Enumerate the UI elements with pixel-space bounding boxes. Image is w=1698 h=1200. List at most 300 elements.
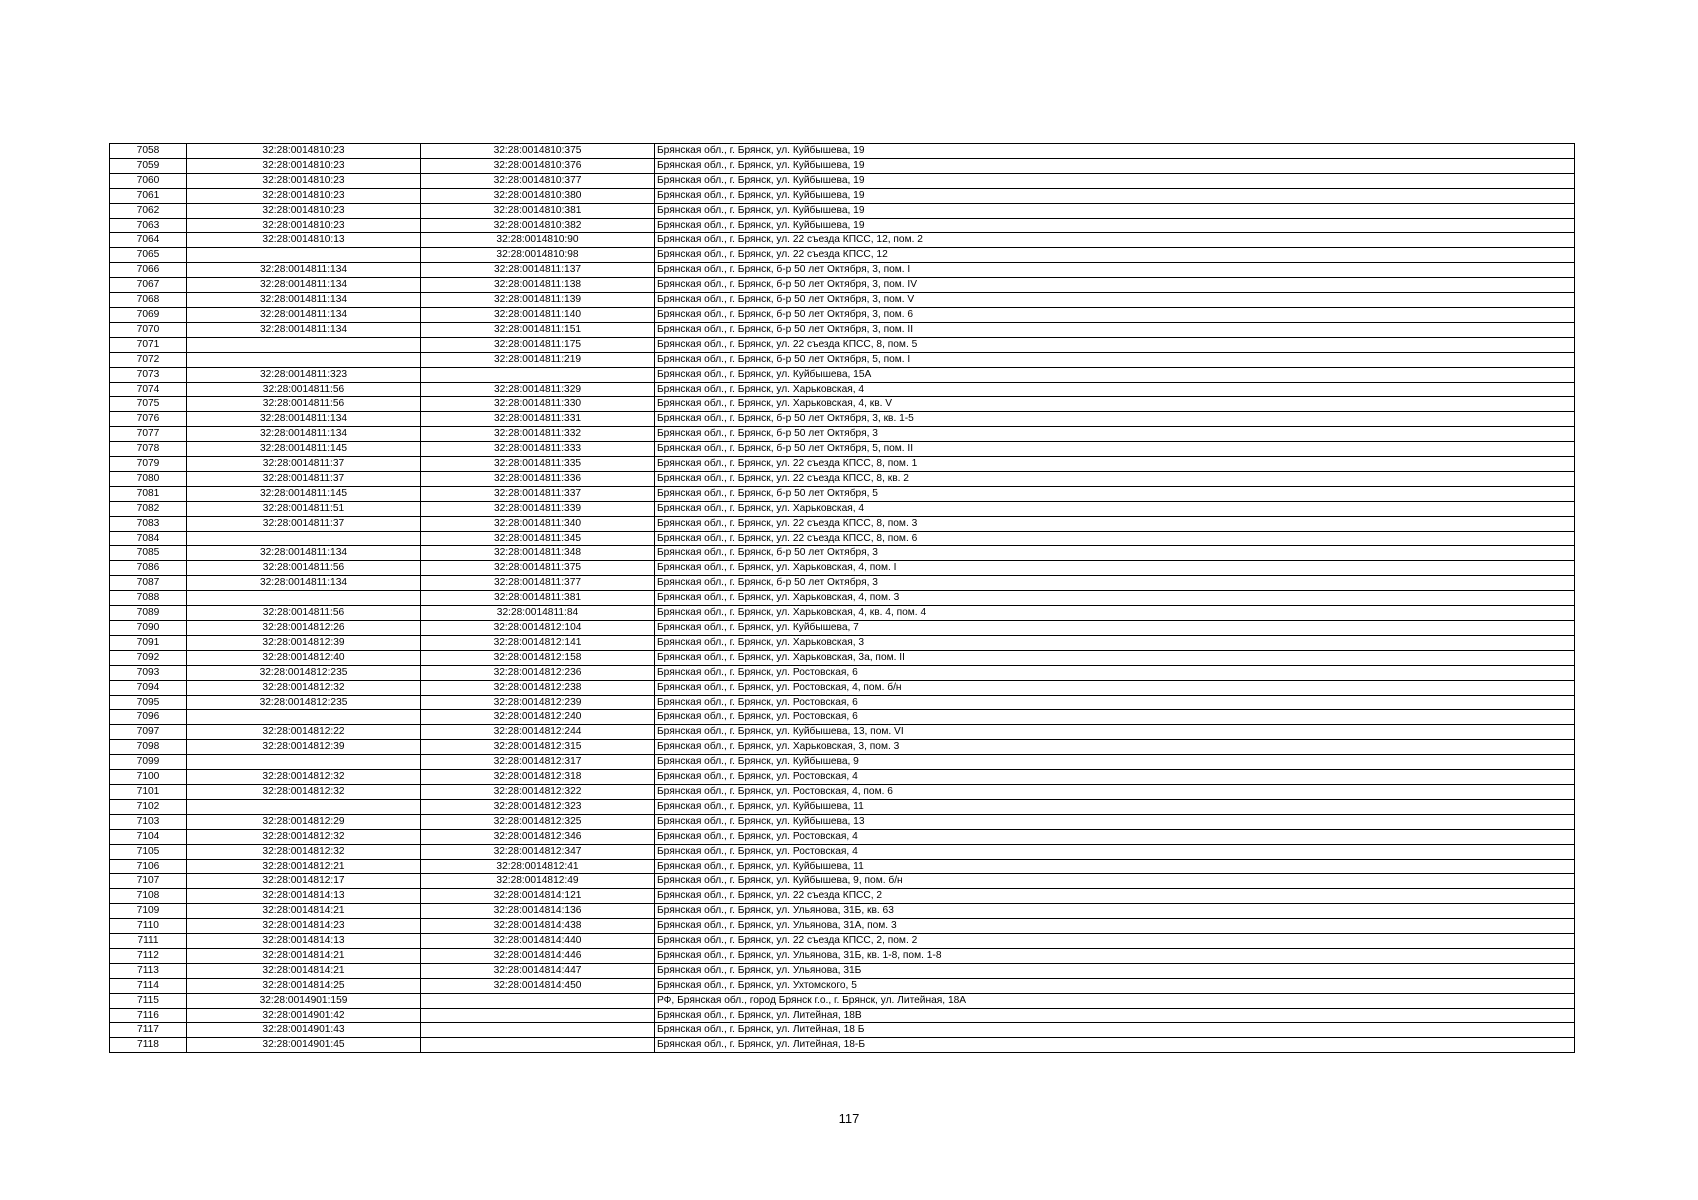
row-number-cell: 7115: [110, 993, 187, 1008]
parcel-number-cell: 32:28:0014811:56: [187, 382, 421, 397]
address-cell: Брянская обл., г. Брянск, ул. Куйбышева, 19: [655, 144, 1575, 159]
address-cell: Брянская обл., г. Брянск, ул. Куйбышева, 19: [655, 158, 1575, 173]
object-number-cell: [421, 993, 655, 1008]
address-cell: Брянская обл., г. Брянск, б-р 50 лет Октября, 3, пом. I: [655, 263, 1575, 278]
parcel-number-cell: 32:28:0014812:235: [187, 665, 421, 680]
object-number-cell: 32:28:0014812:317: [421, 755, 655, 770]
object-number-cell: 32:28:0014811:331: [421, 412, 655, 427]
parcel-number-cell: 32:28:0014814:21: [187, 963, 421, 978]
object-number-cell: 32:28:0014812:315: [421, 740, 655, 755]
parcel-number-cell: 32:28:0014814:23: [187, 919, 421, 934]
address-cell: Брянская обл., г. Брянск, ул. Ростовская, 4: [655, 844, 1575, 859]
row-number-cell: 7093: [110, 665, 187, 680]
object-number-cell: 32:28:0014811:139: [421, 293, 655, 308]
page-number: 117: [838, 1111, 860, 1126]
table-row: [110, 725, 1575, 740]
address-cell: Брянская обл., г. Брянск, ул. Ростовская, 6: [655, 665, 1575, 680]
address-cell: Брянская обл., г. Брянск, ул. 22 съезда КПСС, 8, кв. 2: [655, 471, 1575, 486]
address-cell: Брянская обл., г. Брянск, ул. 22 съезда КПСС, 2, пом. 2: [655, 934, 1575, 949]
parcel-number-cell: 32:28:0014812:32: [187, 770, 421, 785]
row-number-cell: 7109: [110, 904, 187, 919]
parcel-number-cell: 32:28:0014812:39: [187, 635, 421, 650]
object-number-cell: 32:28:0014812:104: [421, 621, 655, 636]
address-cell: Брянская обл., г. Брянск, ул. Куйбышева, 19: [655, 188, 1575, 203]
object-number-cell: 32:28:0014811:175: [421, 337, 655, 352]
table-row: [110, 293, 1575, 308]
parcel-number-cell: [187, 755, 421, 770]
table-row: [110, 144, 1575, 159]
object-number-cell: 32:28:0014814:446: [421, 948, 655, 963]
table-row: [110, 710, 1575, 725]
object-number-cell: 32:28:0014811:137: [421, 263, 655, 278]
address-cell: Брянская обл., г. Брянск, ул. Харьковская, 4: [655, 382, 1575, 397]
table-row: [110, 531, 1575, 546]
address-cell: Брянская обл., г. Брянск, ул. Куйбышева, 9, пом. б/н: [655, 874, 1575, 889]
address-cell: Брянская обл., г. Брянск, ул. Куйбышева, 19: [655, 218, 1575, 233]
table-row: [110, 457, 1575, 472]
object-number-cell: 32:28:0014812:239: [421, 695, 655, 710]
row-number-cell: 7083: [110, 516, 187, 531]
parcel-number-cell: 32:28:0014812:40: [187, 650, 421, 665]
row-number-cell: 7079: [110, 457, 187, 472]
row-number-cell: 7078: [110, 442, 187, 457]
address-cell: Брянская обл., г. Брянск, ул. Ростовская, 4: [655, 770, 1575, 785]
parcel-number-cell: 32:28:0014811:134: [187, 576, 421, 591]
address-cell: Брянская обл., г. Брянск, б-р 50 лет Октября, 3, пом. II: [655, 322, 1575, 337]
address-cell: Брянская обл., г. Брянск, ул. Куйбышева, 11: [655, 799, 1575, 814]
parcel-number-cell: 32:28:0014811:134: [187, 412, 421, 427]
parcel-number-cell: 32:28:0014901:45: [187, 1038, 421, 1053]
row-number-cell: 7070: [110, 322, 187, 337]
parcel-number-cell: 32:28:0014810:23: [187, 188, 421, 203]
parcel-number-cell: [187, 799, 421, 814]
object-number-cell: 32:28:0014812:236: [421, 665, 655, 680]
row-number-cell: 7072: [110, 352, 187, 367]
parcel-number-cell: 32:28:0014812:29: [187, 814, 421, 829]
object-number-cell: 32:28:0014812:141: [421, 635, 655, 650]
table-row: [110, 621, 1575, 636]
table-row: [110, 784, 1575, 799]
row-number-cell: 7064: [110, 233, 187, 248]
parcel-number-cell: 32:28:0014812:21: [187, 859, 421, 874]
parcel-number-cell: 32:28:0014811:56: [187, 606, 421, 621]
object-number-cell: 32:28:0014811:339: [421, 501, 655, 516]
row-number-cell: 7068: [110, 293, 187, 308]
parcel-number-cell: 32:28:0014811:56: [187, 561, 421, 576]
address-cell: Брянская обл., г. Брянск, ул. 22 съезда КПСС, 8, пом. 1: [655, 457, 1575, 472]
table-row: [110, 874, 1575, 889]
row-number-cell: 7081: [110, 486, 187, 501]
table-row: [110, 844, 1575, 859]
table-row: [110, 755, 1575, 770]
row-number-cell: 7084: [110, 531, 187, 546]
parcel-number-cell: 32:28:0014901:43: [187, 1023, 421, 1038]
table-row: [110, 889, 1575, 904]
row-number-cell: 7069: [110, 307, 187, 322]
table-row: [110, 248, 1575, 263]
object-number-cell: 32:28:0014811:219: [421, 352, 655, 367]
row-number-cell: 7060: [110, 173, 187, 188]
address-cell: Брянская обл., г. Брянск, ул. 22 съезда КПСС, 12: [655, 248, 1575, 263]
row-number-cell: 7085: [110, 546, 187, 561]
parcel-number-cell: 32:28:0014814:13: [187, 934, 421, 949]
address-cell: Брянская обл., г. Брянск, ул. 22 съезда КПСС, 8, пом. 5: [655, 337, 1575, 352]
row-number-cell: 7098: [110, 740, 187, 755]
parcel-number-cell: 32:28:0014810:23: [187, 203, 421, 218]
row-number-cell: 7110: [110, 919, 187, 934]
row-number-cell: 7103: [110, 814, 187, 829]
parcel-number-cell: 32:28:0014901:159: [187, 993, 421, 1008]
address-cell: Брянская обл., г. Брянск, ул. Куйбышева, 13: [655, 814, 1575, 829]
object-number-cell: 32:28:0014814:438: [421, 919, 655, 934]
object-number-cell: 32:28:0014810:98: [421, 248, 655, 263]
row-number-cell: 7114: [110, 978, 187, 993]
table-row: [110, 665, 1575, 680]
table-row: [110, 307, 1575, 322]
address-cell: Брянская обл., г. Брянск, ул. Ростовская, 6: [655, 695, 1575, 710]
parcel-number-cell: 32:28:0014811:134: [187, 278, 421, 293]
row-number-cell: 7086: [110, 561, 187, 576]
parcel-number-cell: 32:28:0014812:26: [187, 621, 421, 636]
parcel-number-cell: 32:28:0014812:32: [187, 784, 421, 799]
table-row: [110, 516, 1575, 531]
row-number-cell: 7076: [110, 412, 187, 427]
table-row: [110, 650, 1575, 665]
parcel-number-cell: 32:28:0014814:21: [187, 948, 421, 963]
parcel-number-cell: 32:28:0014810:23: [187, 158, 421, 173]
table-row: [110, 188, 1575, 203]
address-cell: Брянская обл., г. Брянск, ул. Куйбышева, 7: [655, 621, 1575, 636]
table-row: [110, 471, 1575, 486]
table-row: [110, 963, 1575, 978]
object-number-cell: 32:28:0014812:323: [421, 799, 655, 814]
row-number-cell: 7108: [110, 889, 187, 904]
object-number-cell: 32:28:0014810:382: [421, 218, 655, 233]
address-cell: Брянская обл., г. Брянск, ул. Ульянова, 31Б, кв. 63: [655, 904, 1575, 919]
object-number-cell: 32:28:0014812:240: [421, 710, 655, 725]
table-row: [110, 576, 1575, 591]
parcel-number-cell: 32:28:0014811:56: [187, 397, 421, 412]
row-number-cell: 7095: [110, 695, 187, 710]
address-cell: Брянская обл., г. Брянск, ул. Куйбышева, 9: [655, 755, 1575, 770]
address-cell: Брянская обл., г. Брянск, б-р 50 лет Октября, 3, пом. V: [655, 293, 1575, 308]
row-number-cell: 7097: [110, 725, 187, 740]
object-number-cell: 32:28:0014812:238: [421, 680, 655, 695]
table-row: [110, 412, 1575, 427]
object-number-cell: 32:28:0014814:440: [421, 934, 655, 949]
row-number-cell: 7088: [110, 591, 187, 606]
parcel-number-cell: 32:28:0014810:23: [187, 218, 421, 233]
table-row: [110, 904, 1575, 919]
table-row: [110, 799, 1575, 814]
address-cell: Брянская обл., г. Брянск, б-р 50 лет Октября, 3: [655, 576, 1575, 591]
address-cell: Брянская обл., г. Брянск, ул. Харьковская, 4: [655, 501, 1575, 516]
parcel-number-cell: 32:28:0014811:51: [187, 501, 421, 516]
object-number-cell: 32:28:0014811:140: [421, 307, 655, 322]
address-cell: Брянская обл., г. Брянск, ул. Харьковская, 3: [655, 635, 1575, 650]
address-cell: Брянская обл., г. Брянск, б-р 50 лет Октября, 3: [655, 427, 1575, 442]
address-cell: Брянская обл., г. Брянск, ул. Ростовская, 4, пом. 6: [655, 784, 1575, 799]
table-row: [110, 337, 1575, 352]
object-number-cell: 32:28:0014811:151: [421, 322, 655, 337]
table-row: [110, 606, 1575, 621]
row-number-cell: 7089: [110, 606, 187, 621]
row-number-cell: 7091: [110, 635, 187, 650]
address-cell: Брянская обл., г. Брянск, ул. 22 съезда КПСС, 8, пом. 3: [655, 516, 1575, 531]
row-number-cell: 7075: [110, 397, 187, 412]
parcel-number-cell: 32:28:0014812:32: [187, 829, 421, 844]
object-number-cell: 32:28:0014811:337: [421, 486, 655, 501]
address-cell: Брянская обл., г. Брянск, б-р 50 лет Октября, 3, пом. 6: [655, 307, 1575, 322]
parcel-number-cell: 32:28:0014812:32: [187, 680, 421, 695]
row-number-cell: 7100: [110, 770, 187, 785]
parcel-number-cell: 32:28:0014811:134: [187, 322, 421, 337]
row-number-cell: 7117: [110, 1023, 187, 1038]
row-number-cell: 7073: [110, 367, 187, 382]
address-cell: Брянская обл., г. Брянск, ул. Ростовская, 4, пом. б/н: [655, 680, 1575, 695]
parcel-number-cell: 32:28:0014811:145: [187, 486, 421, 501]
address-cell: Брянская обл., г. Брянск, б-р 50 лет Октября, 3, пом. IV: [655, 278, 1575, 293]
object-number-cell: 32:28:0014812:49: [421, 874, 655, 889]
parcel-number-cell: [187, 710, 421, 725]
parcel-number-cell: 32:28:0014811:323: [187, 367, 421, 382]
address-cell: Брянская обл., г. Брянск, ул. Харьковская, 3а, пом. II: [655, 650, 1575, 665]
parcel-number-cell: 32:28:0014811:134: [187, 546, 421, 561]
row-number-cell: 7090: [110, 621, 187, 636]
table-row: [110, 427, 1575, 442]
row-number-cell: 7113: [110, 963, 187, 978]
object-number-cell: 32:28:0014811:345: [421, 531, 655, 546]
table-row: [110, 397, 1575, 412]
parcel-number-cell: 32:28:0014811:37: [187, 471, 421, 486]
object-number-cell: 32:28:0014811:330: [421, 397, 655, 412]
object-number-cell: 32:28:0014812:322: [421, 784, 655, 799]
address-cell: Брянская обл., г. Брянск, ул. Литейная, 18-Б: [655, 1038, 1575, 1053]
object-number-cell: 32:28:0014811:348: [421, 546, 655, 561]
table-row: [110, 367, 1575, 382]
table-row: [110, 859, 1575, 874]
object-number-cell: 32:28:0014811:377: [421, 576, 655, 591]
table-row: [110, 770, 1575, 785]
parcel-number-cell: 32:28:0014814:13: [187, 889, 421, 904]
object-number-cell: [421, 1038, 655, 1053]
table-row: [110, 158, 1575, 173]
address-cell: Брянская обл., г. Брянск, ул. Литейная, 18 Б: [655, 1023, 1575, 1038]
parcel-number-cell: 32:28:0014810:13: [187, 233, 421, 248]
table-row: [110, 1008, 1575, 1023]
parcel-number-cell: 32:28:0014811:37: [187, 516, 421, 531]
row-number-cell: 7096: [110, 710, 187, 725]
parcel-number-cell: 32:28:0014811:37: [187, 457, 421, 472]
parcel-number-cell: 32:28:0014812:39: [187, 740, 421, 755]
parcel-number-cell: 32:28:0014812:235: [187, 695, 421, 710]
address-cell: Брянская обл., г. Брянск, ул. Харьковская, 4, кв. 4, пом. 4: [655, 606, 1575, 621]
address-cell: Брянская обл., г. Брянск, ул. Харьковская, 4, пом. I: [655, 561, 1575, 576]
parcel-number-cell: 32:28:0014901:42: [187, 1008, 421, 1023]
address-cell: Брянская обл., г. Брянск, ул. Ухтомского, 5: [655, 978, 1575, 993]
object-number-cell: [421, 367, 655, 382]
object-number-cell: 32:28:0014812:318: [421, 770, 655, 785]
object-number-cell: 32:28:0014814:121: [421, 889, 655, 904]
table-row: [110, 546, 1575, 561]
table-row: [110, 173, 1575, 188]
parcel-number-cell: [187, 337, 421, 352]
row-number-cell: 7066: [110, 263, 187, 278]
object-number-cell: 32:28:0014811:336: [421, 471, 655, 486]
parcel-number-cell: 32:28:0014811:134: [187, 263, 421, 278]
object-number-cell: 32:28:0014811:381: [421, 591, 655, 606]
row-number-cell: 7058: [110, 144, 187, 159]
address-cell: Брянская обл., г. Брянск, ул. 22 съезда КПСС, 2: [655, 889, 1575, 904]
parcel-number-cell: 32:28:0014812:17: [187, 874, 421, 889]
object-number-cell: 32:28:0014810:376: [421, 158, 655, 173]
object-number-cell: 32:28:0014811:375: [421, 561, 655, 576]
address-cell: Брянская обл., г. Брянск, ул. Куйбышева, 15А: [655, 367, 1575, 382]
table-row: [110, 1023, 1575, 1038]
address-cell: Брянская обл., г. Брянск, б-р 50 лет Октября, 5, пом. I: [655, 352, 1575, 367]
row-number-cell: 7082: [110, 501, 187, 516]
row-number-cell: 7071: [110, 337, 187, 352]
address-cell: Брянская обл., г. Брянск, ул. Харьковская, 4, пом. 3: [655, 591, 1575, 606]
object-number-cell: 32:28:0014810:381: [421, 203, 655, 218]
row-number-cell: 7104: [110, 829, 187, 844]
parcel-number-cell: 32:28:0014814:25: [187, 978, 421, 993]
cadastral-table: [109, 143, 1575, 1053]
object-number-cell: 32:28:0014812:346: [421, 829, 655, 844]
table-row: [110, 948, 1575, 963]
parcel-number-cell: 32:28:0014811:134: [187, 293, 421, 308]
parcel-number-cell: [187, 531, 421, 546]
address-cell: Брянская обл., г. Брянск, ул. 22 съезда КПСС, 8, пом. 6: [655, 531, 1575, 546]
address-cell: РФ, Брянская обл., город Брянск г.о., г. Брянск, ул. Литейная, 18А: [655, 993, 1575, 1008]
table-body: [110, 144, 1575, 1053]
parcel-number-cell: [187, 352, 421, 367]
address-cell: Брянская обл., г. Брянск, б-р 50 лет Октября, 5: [655, 486, 1575, 501]
row-number-cell: 7105: [110, 844, 187, 859]
object-number-cell: 32:28:0014810:377: [421, 173, 655, 188]
address-cell: Брянская обл., г. Брянск, б-р 50 лет Октября, 5, пом. II: [655, 442, 1575, 457]
parcel-number-cell: [187, 248, 421, 263]
table-row: [110, 635, 1575, 650]
address-cell: Брянская обл., г. Брянск, ул. Ульянова, 31Б, кв. 1-8, пом. 1-8: [655, 948, 1575, 963]
table-row: [110, 814, 1575, 829]
row-number-cell: 7062: [110, 203, 187, 218]
table-row: [110, 1038, 1575, 1053]
object-number-cell: 32:28:0014814:450: [421, 978, 655, 993]
row-number-cell: 7061: [110, 188, 187, 203]
row-number-cell: 7094: [110, 680, 187, 695]
table-row: [110, 322, 1575, 337]
table-row: [110, 919, 1575, 934]
object-number-cell: 32:28:0014811:333: [421, 442, 655, 457]
row-number-cell: 7101: [110, 784, 187, 799]
table-row: [110, 993, 1575, 1008]
object-number-cell: 32:28:0014810:375: [421, 144, 655, 159]
table-row: [110, 740, 1575, 755]
row-number-cell: 7077: [110, 427, 187, 442]
row-number-cell: 7087: [110, 576, 187, 591]
table-row: [110, 382, 1575, 397]
object-number-cell: [421, 1008, 655, 1023]
object-number-cell: 32:28:0014810:380: [421, 188, 655, 203]
table-row: [110, 442, 1575, 457]
address-cell: Брянская обл., г. Брянск, ул. Харьковская, 4, кв. V: [655, 397, 1575, 412]
parcel-number-cell: 32:28:0014812:32: [187, 844, 421, 859]
parcel-number-cell: [187, 591, 421, 606]
row-number-cell: 7080: [110, 471, 187, 486]
address-cell: Брянская обл., г. Брянск, ул. Ульянова, 31Б: [655, 963, 1575, 978]
object-number-cell: 32:28:0014810:90: [421, 233, 655, 248]
parcel-number-cell: 32:28:0014814:21: [187, 904, 421, 919]
table-row: [110, 978, 1575, 993]
table-row: [110, 203, 1575, 218]
address-cell: Брянская обл., г. Брянск, б-р 50 лет Октября, 3: [655, 546, 1575, 561]
row-number-cell: 7059: [110, 158, 187, 173]
table-row: [110, 829, 1575, 844]
object-number-cell: 32:28:0014812:244: [421, 725, 655, 740]
row-number-cell: 7106: [110, 859, 187, 874]
row-number-cell: 7107: [110, 874, 187, 889]
address-cell: Брянская обл., г. Брянск, ул. Ростовская, 4: [655, 829, 1575, 844]
object-number-cell: 32:28:0014811:84: [421, 606, 655, 621]
table-row: [110, 695, 1575, 710]
address-cell: Брянская обл., г. Брянск, ул. Куйбышева, 19: [655, 203, 1575, 218]
object-number-cell: 32:28:0014812:41: [421, 859, 655, 874]
address-cell: Брянская обл., г. Брянск, ул. Ульянова, 31А, пом. 3: [655, 919, 1575, 934]
object-number-cell: [421, 1023, 655, 1038]
table-row: [110, 934, 1575, 949]
parcel-number-cell: 32:28:0014810:23: [187, 173, 421, 188]
object-number-cell: 32:28:0014814:136: [421, 904, 655, 919]
table-row: [110, 591, 1575, 606]
object-number-cell: 32:28:0014812:325: [421, 814, 655, 829]
address-cell: Брянская обл., г. Брянск, ул. Куйбышева, 11: [655, 859, 1575, 874]
row-number-cell: 7092: [110, 650, 187, 665]
object-number-cell: 32:28:0014811:138: [421, 278, 655, 293]
address-cell: Брянская обл., г. Брянск, б-р 50 лет Октября, 3, кв. 1-5: [655, 412, 1575, 427]
object-number-cell: 32:28:0014814:447: [421, 963, 655, 978]
parcel-number-cell: 32:28:0014811:134: [187, 427, 421, 442]
row-number-cell: 7118: [110, 1038, 187, 1053]
row-number-cell: 7102: [110, 799, 187, 814]
row-number-cell: 7067: [110, 278, 187, 293]
address-cell: Брянская обл., г. Брянск, ул. 22 съезда КПСС, 12, пом. 2: [655, 233, 1575, 248]
address-cell: Брянская обл., г. Брянск, ул. Ростовская, 6: [655, 710, 1575, 725]
address-cell: Брянская обл., г. Брянск, ул. Куйбышева, 19: [655, 173, 1575, 188]
object-number-cell: 32:28:0014811:335: [421, 457, 655, 472]
object-number-cell: 32:28:0014812:347: [421, 844, 655, 859]
parcel-number-cell: 32:28:0014811:145: [187, 442, 421, 457]
row-number-cell: 7116: [110, 1008, 187, 1023]
row-number-cell: 7063: [110, 218, 187, 233]
table-row: [110, 218, 1575, 233]
table-row: [110, 680, 1575, 695]
cadastral-table-container: [109, 143, 1574, 1053]
table-row: [110, 233, 1575, 248]
table-row: [110, 486, 1575, 501]
table-row: [110, 278, 1575, 293]
address-cell: Брянская обл., г. Брянск, ул. Куйбышева, 13, пом. VI: [655, 725, 1575, 740]
table-row: [110, 501, 1575, 516]
row-number-cell: 7074: [110, 382, 187, 397]
address-cell: Брянская обл., г. Брянск, ул. Харьковская, 3, пом. 3: [655, 740, 1575, 755]
row-number-cell: 7111: [110, 934, 187, 949]
address-cell: Брянская обл., г. Брянск, ул. Литейная, 18В: [655, 1008, 1575, 1023]
row-number-cell: 7065: [110, 248, 187, 263]
row-number-cell: 7099: [110, 755, 187, 770]
table-row: [110, 561, 1575, 576]
parcel-number-cell: 32:28:0014811:134: [187, 307, 421, 322]
